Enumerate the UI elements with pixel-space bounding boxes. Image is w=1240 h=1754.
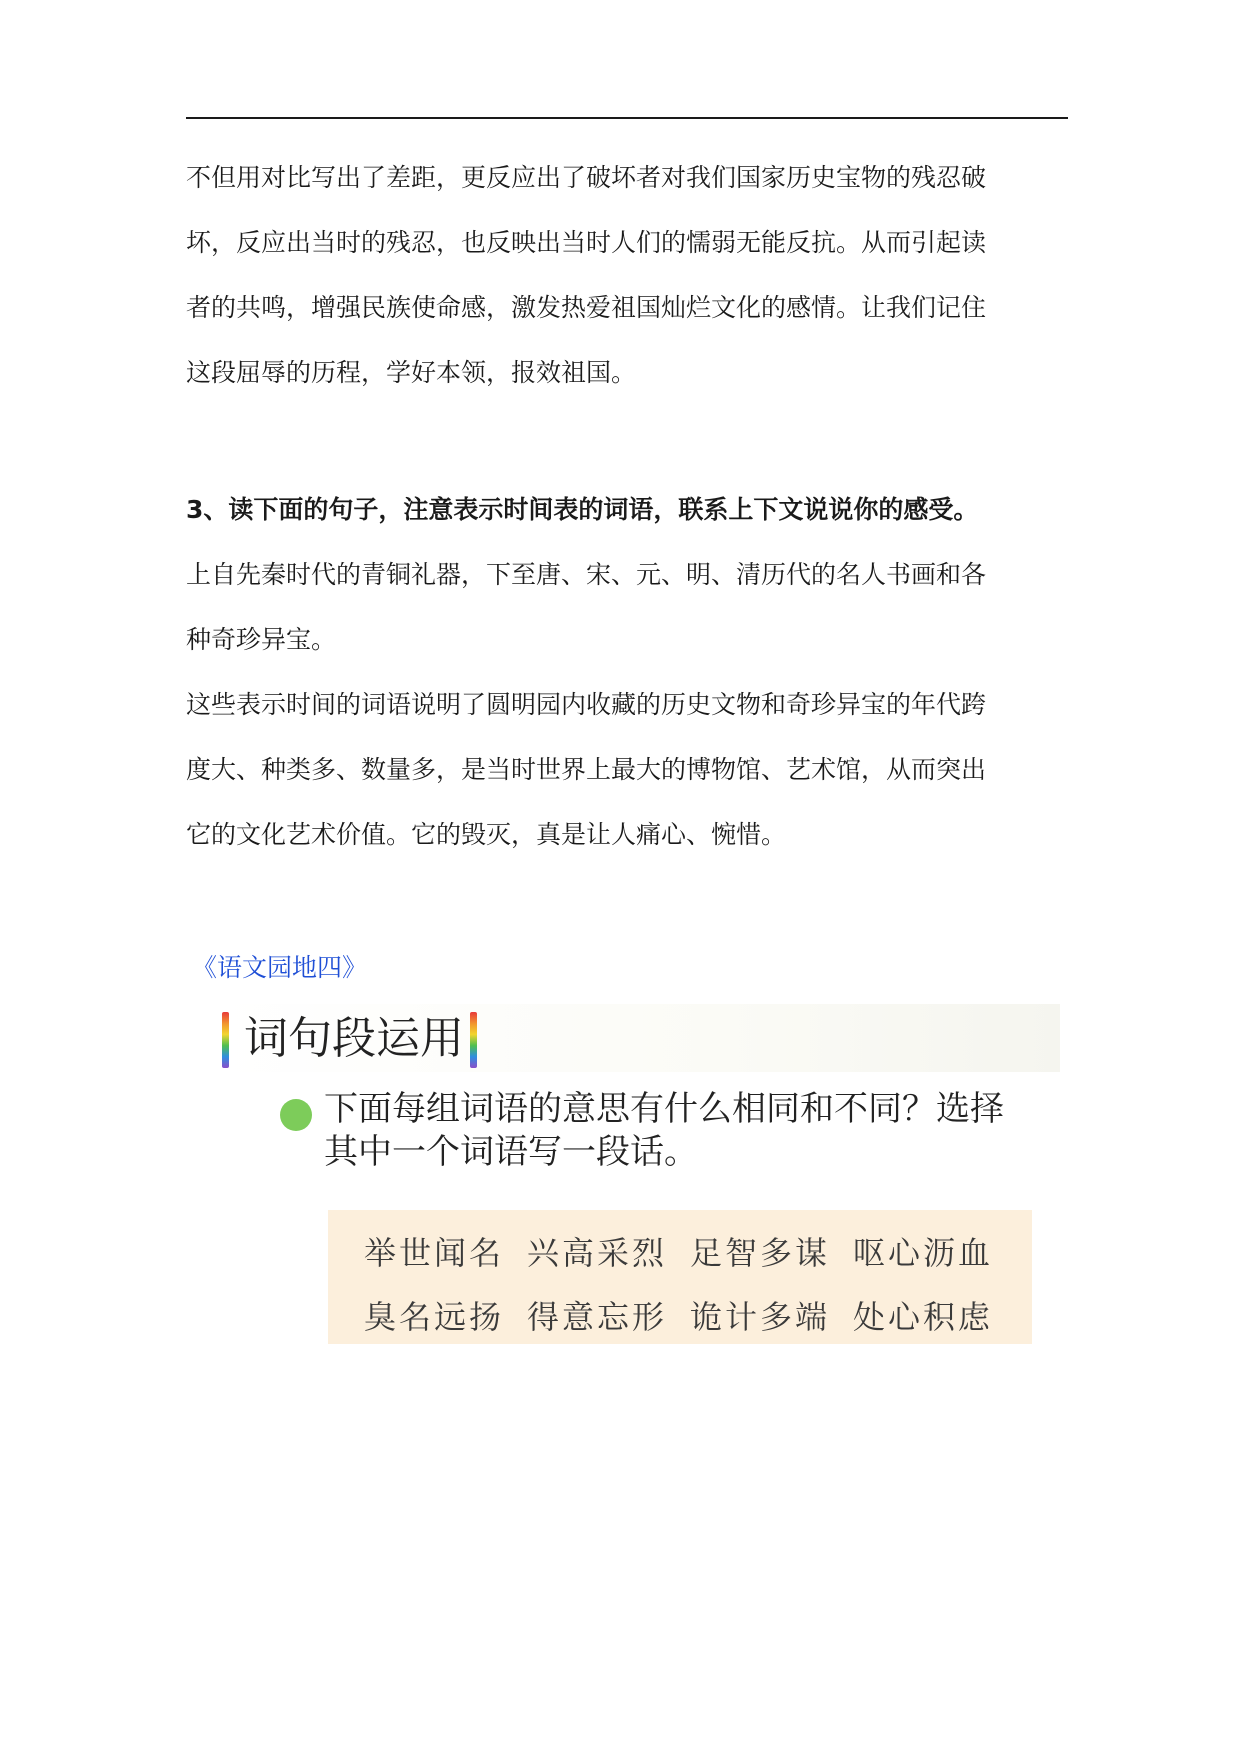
word-row (364, 1228, 1016, 1274)
word-row (364, 1292, 1016, 1338)
word-item: 处心积虑 (853, 1298, 994, 1336)
paragraph-analysis (186, 160, 1066, 420)
paragraph-line: 者的共鸣，增强民族使命感，激发热爱祖国灿烂文化的感情。让我们记住 (186, 293, 987, 322)
textbook-header-title: 词句段运用 (244, 1013, 464, 1064)
quote-line: 种奇珍异宝。 (186, 625, 337, 654)
word-item: 举世闻名 (364, 1234, 505, 1272)
answer-line: 它的文化艺术价值。它的毁灭，真是让人痛心、惋惜。 (186, 820, 787, 849)
question-3-answer (186, 687, 1066, 882)
question-3-quote (186, 557, 1066, 687)
section-title: 《语文园地四》 (192, 953, 368, 982)
word-box (328, 1210, 1032, 1344)
answer-line: 度大、种类多、数量多，是当时世界上最大的博物馆、艺术馆，从而突出 (186, 755, 987, 784)
word-item: 兴高采烈 (527, 1234, 668, 1272)
textbook-header (220, 1004, 1060, 1072)
word-item: 臭名远扬 (364, 1298, 505, 1336)
answer-line: 这些表示时间的词语说明了圆明园内收藏的历史文物和奇珍异宝的年代跨 (186, 690, 987, 719)
textbook-excerpt-image (220, 1004, 1062, 1356)
rainbow-bar-left (222, 1012, 229, 1068)
green-bullet-icon (280, 1099, 312, 1131)
word-item: 足智多谋 (690, 1234, 831, 1272)
word-item: 得意忘形 (527, 1298, 668, 1336)
instruction-line: 下面每组词语的意思有什么相同和不同？选择 (324, 1089, 1004, 1129)
textbook-instruction (324, 1088, 1064, 1174)
paragraph-line: 这段屈辱的历程，学好本领，报效祖国。 (186, 358, 637, 387)
paragraph-line: 不但用对比写出了差距，更反应出了破坏者对我们国家历史宝物的残忍破 (186, 163, 987, 192)
paragraph-line: 坏，反应出当时的残忍，也反映出当时人们的懦弱无能反抗。从而引起读 (186, 228, 987, 257)
word-item: 诡计多端 (690, 1298, 831, 1336)
quote-line: 上自先秦时代的青铜礼器，下至唐、宋、元、明、清历代的名人书画和各 (186, 560, 987, 589)
instruction-line: 其中一个词语写一段话。 (324, 1132, 698, 1172)
word-item: 呕心沥血 (853, 1234, 994, 1272)
rainbow-bar-right (470, 1012, 477, 1068)
question-3-heading: 3、读下面的句子，注意表示时间表的词语，联系上下文说说你的感受。 (186, 495, 979, 524)
top-rule (186, 117, 1068, 119)
